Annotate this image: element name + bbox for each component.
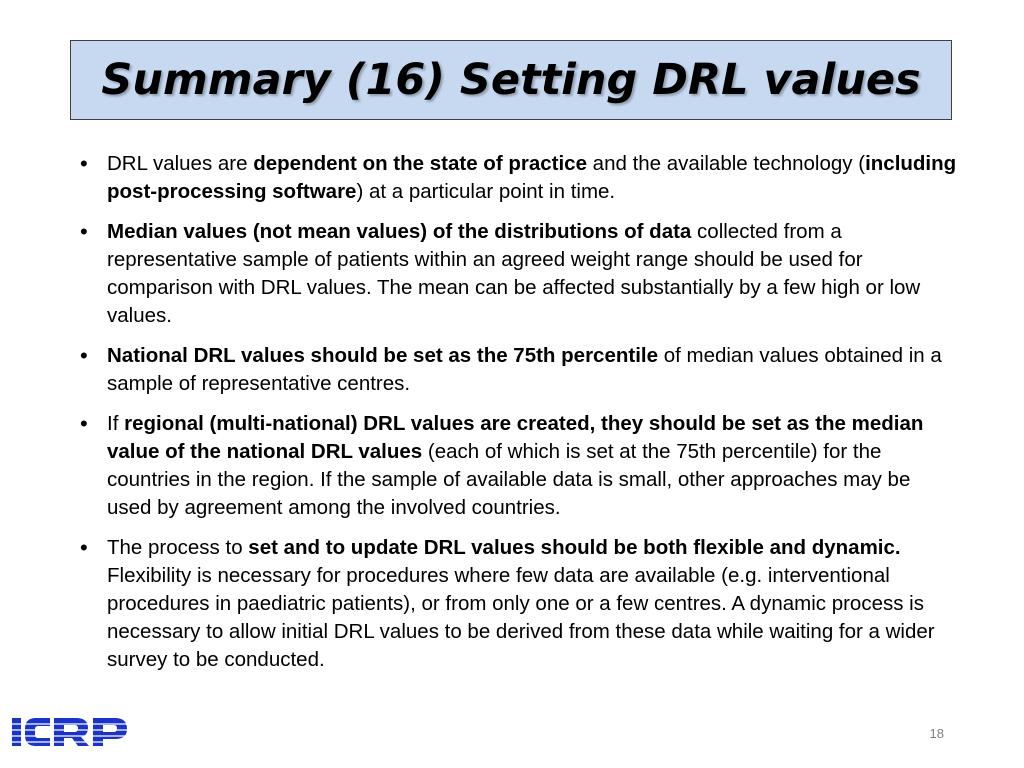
- bullet-segment: DRL values are: [107, 152, 254, 175]
- bullet-segment-bold: dependent on the state of practice: [253, 152, 587, 175]
- bullet-item: [80, 410, 960, 522]
- icrp-logo: [10, 714, 130, 750]
- bullet-list: [80, 150, 960, 686]
- bullet-segment: ) at a particular point in time.: [356, 180, 616, 203]
- bullet-segment: (each of which is set at the 75th percentile) for the countries in the region. If the sample of available data is small, other approaches may be used by agreement among the involved countries.: [107, 440, 911, 519]
- bullet-segment-bold: regional (multi-national) DRL values are created, they should be set as the median value of the national DRL values: [107, 412, 924, 463]
- bullet-item: [80, 342, 960, 398]
- bullet-item: [80, 150, 960, 206]
- bullet-segment: of median values obtained in a sample of representative centres.: [107, 344, 942, 395]
- bullet-segment-bold: National DRL values should be set as the 75th percentile: [107, 344, 658, 367]
- bullet-segment: and the available technology (: [586, 152, 866, 175]
- bullet-segment-bold: set and to update DRL values should be both flexible and dynamic.: [248, 536, 901, 559]
- bullet-segment: If: [107, 412, 125, 435]
- bullet-item: [80, 534, 960, 674]
- bullet-segment: Flexibility is necessary for procedures where few data are available (e.g. interventional procedures in paediatric patients), or from only one or a few centres. A dynamic process is necessary to allow initial DRL values to be derived from these data while waiting for a wider survey to be conducted.: [107, 564, 935, 671]
- bullet-segment: The process to: [107, 536, 249, 559]
- bullet-segment: collected from a representative sample of patients within an agreed weight range should be used for comparison with DRL values. The mean can be affected substantially by a few high or low values.: [107, 220, 921, 327]
- bullet-segment-bold: Median values (not mean values) of the distributions of data: [107, 220, 692, 243]
- slide-title: Summary (16) Setting DRL values: [101, 55, 921, 105]
- bullet-item: [80, 218, 960, 330]
- title-banner: [70, 40, 952, 120]
- bullet-segment-bold: including post-processing software: [107, 152, 957, 203]
- page-number: 18: [929, 726, 944, 741]
